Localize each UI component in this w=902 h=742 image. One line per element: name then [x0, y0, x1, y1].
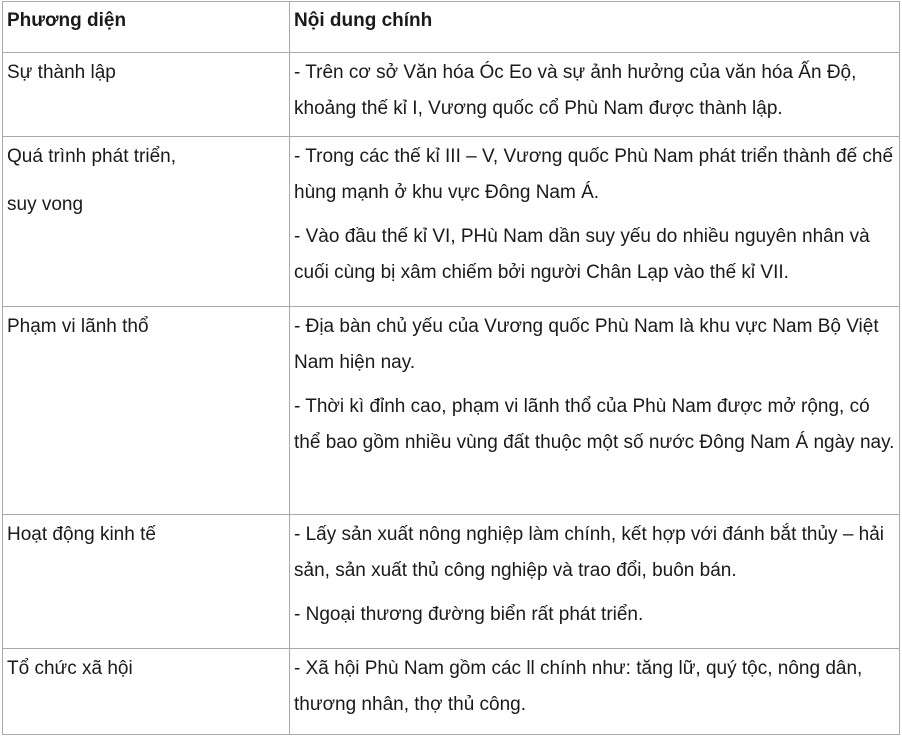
content-text: - Trên cơ sở Văn hóa Óc Eo và sự ảnh hưởng của văn hóa Ấn Độ, khoảng thế kỉ I, Vương quốc cổ Phù Nam được thành lập.: [294, 62, 857, 119]
content-cell: [290, 53, 900, 137]
table-row: [3, 649, 900, 735]
content-cell: [290, 515, 900, 649]
content-text: - Thời kì đỉnh cao, phạm vi lãnh thổ của Phù Nam được mở rộng, có thể bao gồm nhiều vùng đất thuộc một số nước Đông Nam Á ngày nay.: [294, 396, 895, 453]
aspect-text: Phạm vi lãnh thổ: [7, 316, 149, 337]
aspect-cell: [3, 137, 290, 307]
table-row: [3, 307, 900, 515]
aspect-cell: [3, 53, 290, 137]
content-cell: [290, 137, 900, 307]
aspect-text: Hoạt động kinh tế: [7, 524, 156, 545]
table-row: [3, 137, 900, 307]
aspect-text: Tổ chức xã hội: [7, 658, 133, 679]
aspect-text: Quá trình phát triển,: [7, 146, 176, 167]
content-text: - Vào đầu thế kỉ VI, PHù Nam dần suy yếu do nhiều nguyên nhân và cuối cùng bị xâm chiếm bởi người Chân Lạp vào thế kỉ VII.: [294, 226, 870, 283]
header-row: [3, 2, 900, 53]
table-row: [3, 53, 900, 137]
table-row: [3, 515, 900, 649]
content-cell: [290, 307, 900, 515]
aspect-cell: [3, 307, 290, 515]
aspect-text: Sự thành lập: [7, 62, 116, 83]
content-text: - Địa bàn chủ yếu của Vương quốc Phù Nam là khu vực Nam Bộ Việt Nam hiện nay.: [294, 316, 879, 373]
info-table: [2, 1, 900, 735]
header-content: Nội dung chính: [290, 2, 900, 53]
content-text: - Trong các thế kỉ III – V, Vương quốc Phù Nam phát triển thành đế chế hùng mạnh ở khu vực Đông Nam Á.: [294, 146, 894, 203]
aspect-cell: [3, 649, 290, 735]
header-aspect: Phương diện: [3, 2, 290, 53]
aspect-text: suy vong: [7, 194, 84, 215]
content-text: - Lấy sản xuất nông nghiệp làm chính, kết hợp với đánh bắt thủy – hải sản, sản xuất thủ công nghiệp và trao đổi, buôn bán.: [294, 524, 885, 581]
content-text: - Xã hội Phù Nam gồm các ll chính như: tăng lữ, quý tộc, nông dân, thương nhân, thợ thủ công.: [294, 658, 863, 715]
aspect-cell: [3, 515, 290, 649]
content-text: - Ngoại thương đường biển rất phát triển.: [294, 604, 644, 625]
content-cell: [290, 649, 900, 735]
